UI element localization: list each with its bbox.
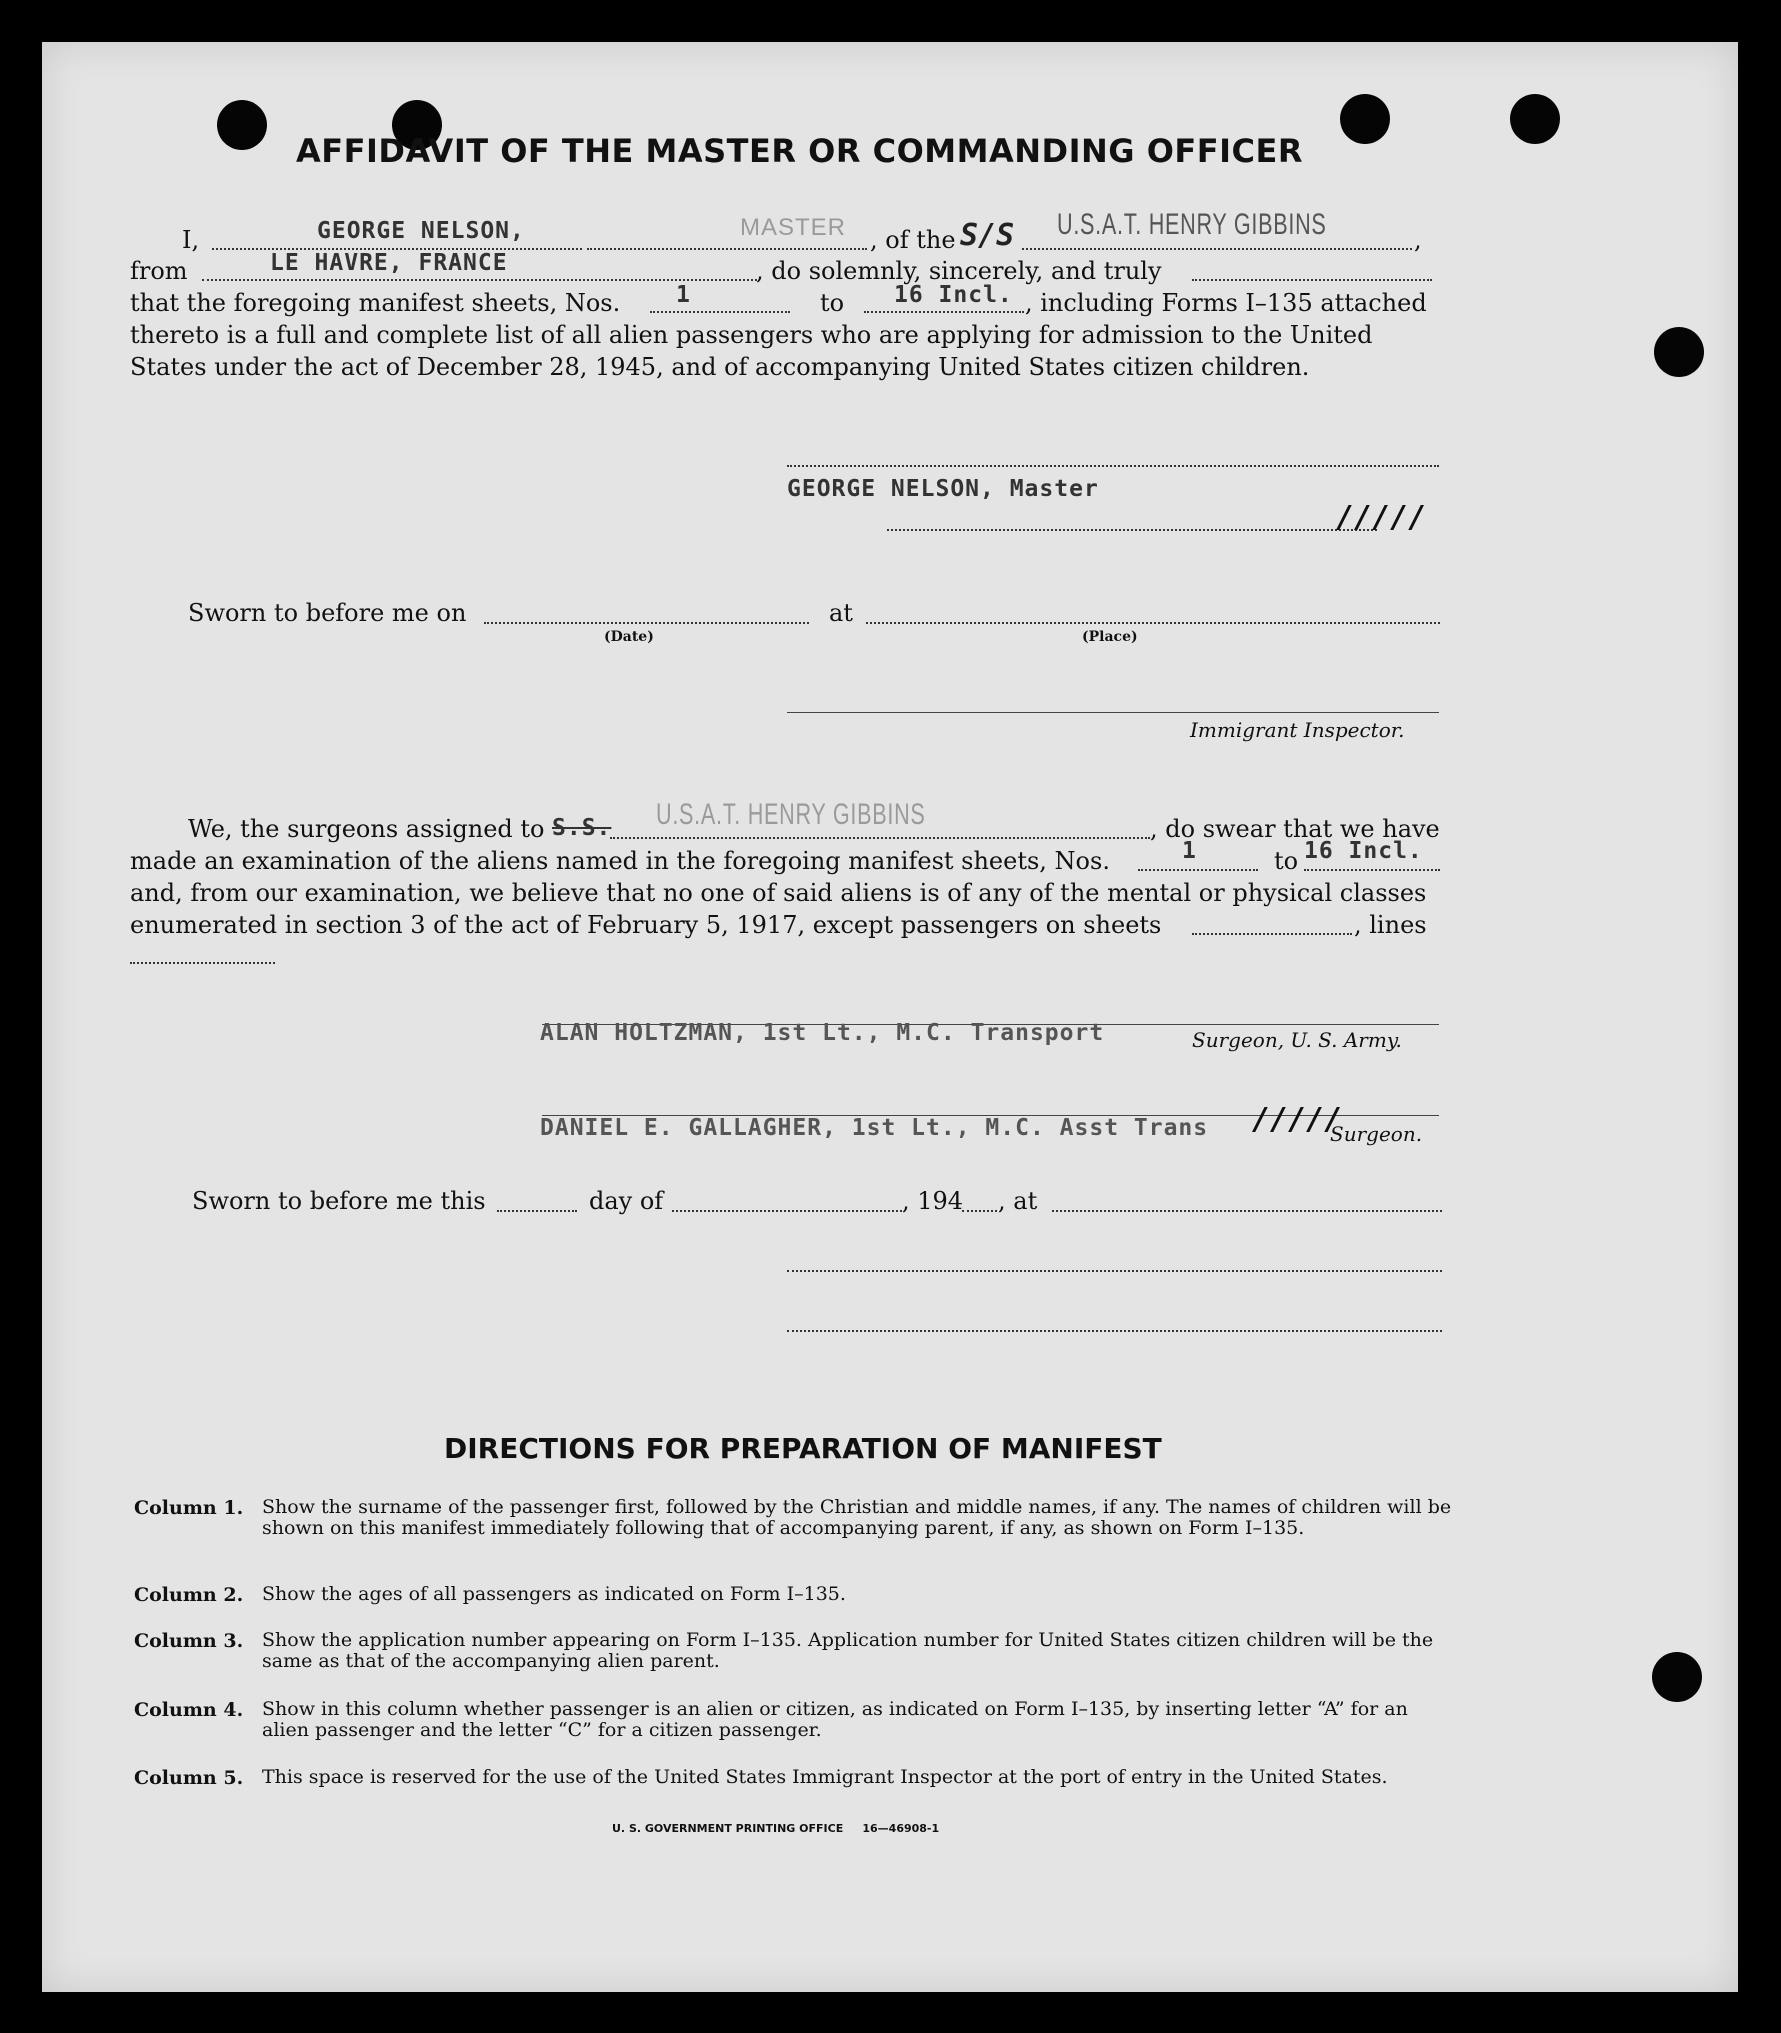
surgeon-sheet-to: 16 Incl.	[1304, 838, 1423, 864]
year-label: , 194	[902, 1187, 964, 1215]
from-label: from	[130, 257, 188, 285]
sworn-place-line	[866, 622, 1440, 624]
affidavit-line-4: thereto is a full and complete list of all alien passengers who are applying for admission to the United	[130, 321, 1373, 349]
sheet-from-line	[650, 311, 790, 313]
lines-label: , lines	[1354, 911, 1427, 939]
signature-line-1	[787, 465, 1439, 467]
lines-blank	[130, 962, 275, 964]
date-caption: (Date)	[604, 629, 654, 645]
surgeon-ship-line	[610, 837, 1150, 839]
officer-line-2	[787, 1330, 1442, 1332]
signature-strike: /////	[1336, 500, 1427, 535]
directions-title: DIRECTIONS FOR PREPARATION OF MANIFEST	[444, 1432, 1162, 1465]
surgeon-to-label: to	[1274, 847, 1299, 875]
direction-label-2: Column 2.	[134, 1584, 244, 1606]
vessel-strike: S/S	[960, 218, 1015, 253]
punch-hole	[217, 100, 267, 150]
comma: ,	[1414, 226, 1422, 254]
sheet-from: 1	[676, 282, 691, 308]
direction-label-5: Column 5.	[134, 1767, 244, 1789]
signature-line-2	[887, 529, 1377, 531]
sheet-to-line	[864, 311, 1024, 313]
sworn-label: Sworn to before me on	[188, 599, 467, 627]
solemnly-line	[1192, 279, 1432, 281]
surgeon-caption: Surgeon.	[1330, 1122, 1423, 1146]
surgeons-line-2: made an examination of the aliens named in the foregoing manifest sheets, Nos.	[130, 847, 1110, 875]
direction-label-3: Column 3.	[134, 1630, 244, 1652]
document-page	[42, 42, 1738, 1992]
rank-stamp: MASTER	[740, 214, 847, 241]
direction-text-5: This space is reserved for the use of the United States Immigrant Inspector at the port of entry in the United States.	[262, 1766, 1388, 1788]
sworn-this-label: Sworn to before me this	[192, 1187, 486, 1215]
sworn-date-line	[484, 622, 809, 624]
surgeon-2-strike: /////	[1252, 1102, 1343, 1137]
surgeons-line-3: and, from our examination, we believe that no one of said aliens is of any of the mental or physical classes	[130, 879, 1427, 907]
manifest-sheets-text: that the foregoing manifest sheets, Nos.	[130, 289, 621, 317]
ship-strike: S.S.	[552, 815, 612, 841]
direction-label-1: Column 1.	[134, 1497, 244, 1519]
to-label: to	[820, 289, 845, 317]
except-sheets-line	[1192, 933, 1352, 935]
punch-hole	[1510, 94, 1560, 144]
sworn-at-label: at	[829, 599, 853, 627]
vessel-name: U.S.A.T. HENRY GIBBINS	[1057, 208, 1327, 241]
sworn-at2-line	[1052, 1210, 1442, 1212]
surgeon-ship: U.S.A.T. HENRY GIBBINS	[656, 798, 926, 831]
from-port: LE HAVRE, FRANCE	[270, 250, 508, 276]
printing-office-footer: U. S. GOVERNMENT PRINTING OFFICE 16—46908-1	[612, 1822, 940, 1835]
master-signature: GEORGE NELSON, Master	[787, 476, 1099, 502]
sheet-to: 16 Incl.	[894, 282, 1013, 308]
surgeon-sheet-to-line	[1304, 869, 1440, 871]
direction-text-3: Show the application number appearing on Form I–135. Application number for United States citizen children will be the same as that of the accompanying alien parent.	[262, 1629, 1434, 1672]
surgeon-2-signature: DANIEL E. GALLAGHER, 1st Lt., M.C. Asst Trans	[540, 1115, 1209, 1141]
surgeon-sheet-from-line	[1138, 869, 1258, 871]
from-port-line	[202, 279, 757, 281]
day-of-label: day of	[589, 1187, 664, 1215]
affidavit-line-5: States under the act of December 28, 1945, and of accompanying United States citizen children.	[130, 353, 1310, 381]
direction-text-4: Show in this column whether passenger is an alien or citizen, as indicated on Form I–135, by inserting letter “A” for an alien passenger and the letter “C” for a citizen passenger.	[262, 1698, 1408, 1741]
i-label: I,	[182, 226, 200, 254]
of-the-label: , of the	[870, 226, 956, 254]
master-name: GEORGE NELSON,	[317, 218, 525, 244]
vessel-line	[1022, 248, 1412, 250]
surgeon-army-caption: Surgeon, U. S. Army.	[1192, 1028, 1402, 1052]
surgeons-line-1: We, the surgeons assigned to	[188, 815, 545, 843]
forms-attached-text: , including Forms I–135 attached	[1025, 289, 1427, 317]
direction-text-2: Show the ages of all passengers as indicated on Form I–135.	[262, 1583, 846, 1605]
year-line	[962, 1210, 997, 1212]
officer-line-1	[787, 1270, 1442, 1272]
place-caption: (Place)	[1082, 629, 1138, 645]
solemnly-text: , do solemnly, sincerely, and truly	[756, 257, 1162, 285]
inspector-caption: Immigrant Inspector.	[1190, 718, 1405, 742]
inspector-signature-line	[787, 712, 1439, 713]
surgeons-swear-text: , do swear that we have	[1150, 815, 1440, 843]
direction-label-4: Column 4.	[134, 1699, 244, 1721]
month-line	[672, 1210, 902, 1212]
day-line	[497, 1210, 577, 1212]
surgeon-sheet-from: 1	[1182, 838, 1197, 864]
punch-hole	[1652, 1652, 1702, 1702]
punch-hole	[1654, 327, 1704, 377]
surgeons-line-4: enumerated in section 3 of the act of February 5, 1917, except passengers on sheets	[130, 911, 1162, 939]
punch-hole	[1340, 94, 1390, 144]
affidavit-title: AFFIDAVIT OF THE MASTER OR COMMANDING OFFICER	[296, 132, 1303, 170]
rank-line	[587, 248, 867, 250]
direction-text-1: Show the surname of the passenger first, followed by the Christian and middle names, if any. The names of children will be shown on this manifest immediately following that of accompanying parent, if any, as shown on Form I–135.	[262, 1496, 1452, 1539]
sworn-at2-label: , at	[998, 1187, 1038, 1215]
surgeon-1-signature: ALAN HOLTZMAN, 1st Lt., M.C. Transport	[540, 1020, 1105, 1046]
